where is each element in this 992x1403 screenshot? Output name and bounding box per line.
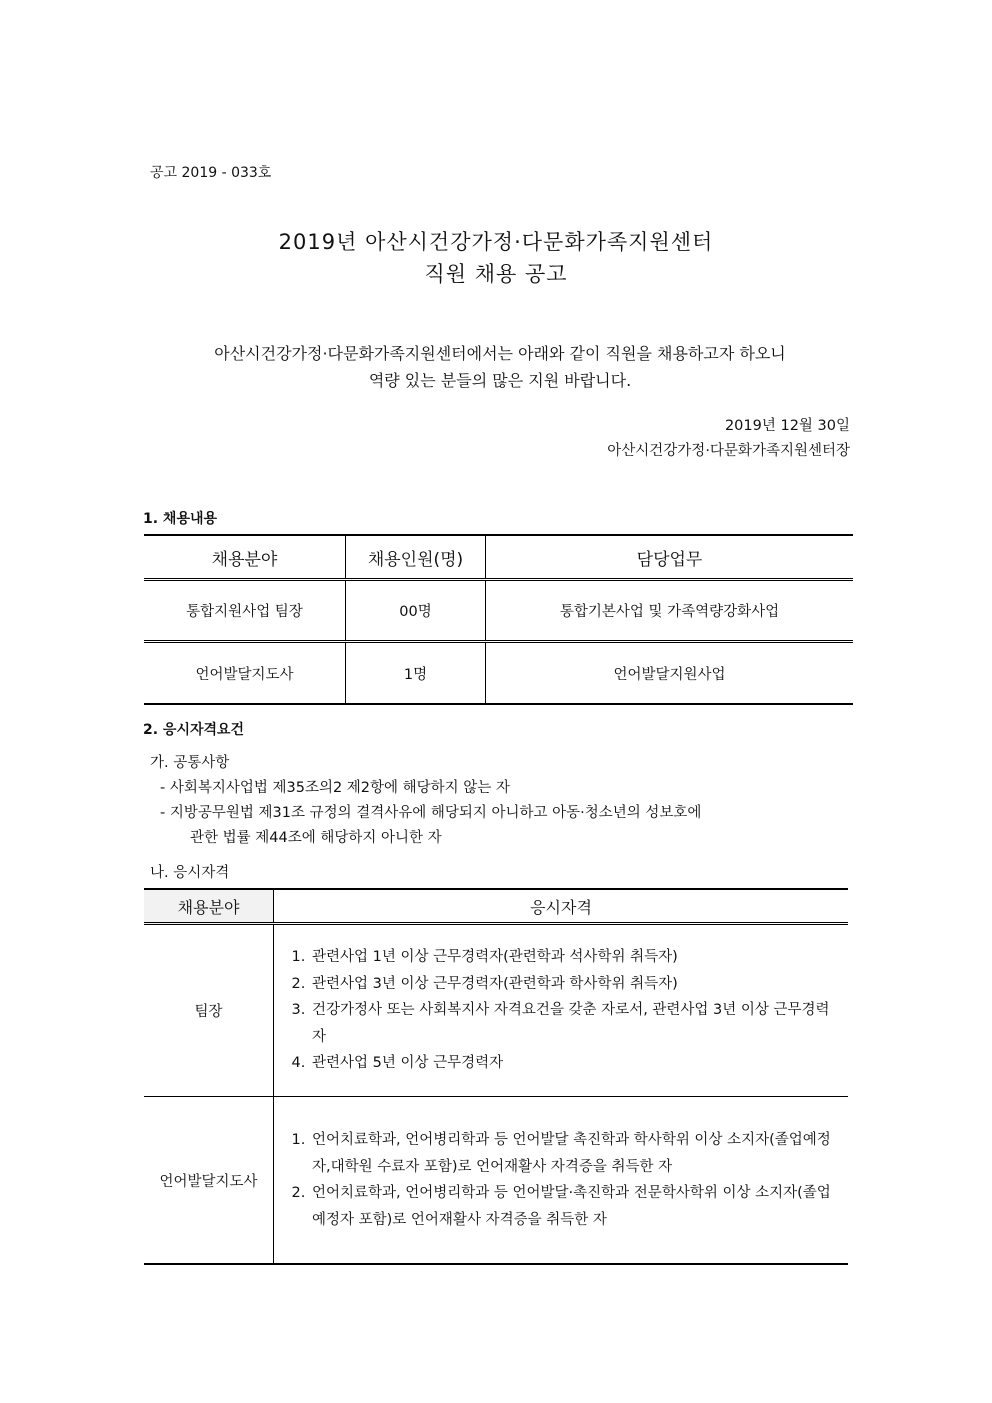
page-title: 2019년 아산시건강가정·다문화가족지원센터 <box>278 230 714 254</box>
common-requirement-continuation: 관한 법률 제44조에 해당하지 아니한 자 <box>190 830 442 846</box>
section-heading-recruitment: 1. 채용내용 <box>143 511 218 527</box>
section-heading-eligibility: 2. 응시자격요건 <box>143 722 245 738</box>
common-requirement-item: - 사회복지사업법 제35조의2 제2항에 해당하지 않는 자 <box>160 780 510 796</box>
table-header-row <box>144 535 853 580</box>
list-item: 3. 건강가정사 또는 사회복지사 자격요건을 갖춘 자로서, 관련사업 3년 이상 근무경력자 <box>310 997 838 1050</box>
subheading-qualifications: 나. 응시자격 <box>150 865 230 881</box>
field-cell: 팀장 <box>144 924 274 1097</box>
intro-paragraph <box>150 340 850 394</box>
table-row <box>144 580 853 642</box>
column-header: 담당업무 <box>486 535 854 580</box>
list-item: 1. 관련사업 1년 이상 근무경력자(관련학과 석사학위 취득자) <box>310 944 838 971</box>
issuer-name: 아산시건강가정·다문화가족지원센터장 <box>607 443 850 459</box>
list-item: 4. 관련사업 5년 이상 근무경력자 <box>310 1050 838 1077</box>
table-row <box>144 924 848 1097</box>
qualification-cell <box>274 1097 849 1265</box>
table-row <box>144 1097 848 1265</box>
table-row <box>144 642 853 705</box>
table-cell: 통합지원사업 팀장 <box>144 580 346 642</box>
qualification-list <box>286 944 838 1077</box>
table-cell: 통합기본사업 및 가족역량강화사업 <box>486 580 854 642</box>
common-requirement-item: - 지방공무원법 제31조 규정의 결격사유에 해당되지 아니하고 아동·청소년의 성보호에 <box>160 805 702 821</box>
issue-date: 2019년 12월 30일 <box>724 418 850 434</box>
column-header: 채용분야 <box>144 535 346 580</box>
list-item: 2. 언어치료학과, 언어병리학과 등 언어발달·촉진학과 전문학사학위 이상 소지자(졸업예정자 포함)로 언어재활사 자격증을 취득한 자 <box>310 1180 838 1233</box>
recruitment-table <box>144 534 853 705</box>
intro-line: 역량 있는 분들의 많은 지원 바랍니다. <box>368 371 632 390</box>
notice-number: 공고 2019 - 033호 <box>150 165 272 181</box>
qualifications-table <box>144 888 848 1265</box>
column-header: 채용분야 <box>144 889 274 924</box>
column-header: 응시자격 <box>274 889 849 924</box>
page-subtitle: 직원 채용 공고 <box>424 262 568 286</box>
table-header-row <box>144 889 848 924</box>
list-item: 2. 관련사업 3년 이상 근무경력자(관련학과 학사학위 취득자) <box>310 971 838 998</box>
table-cell: 00명 <box>346 580 486 642</box>
column-header: 채용인원(명) <box>346 535 486 580</box>
field-cell: 언어발달지도사 <box>144 1097 274 1265</box>
intro-line: 아산시건강가정·다문화가족지원센터에서는 아래와 같이 직원을 채용하고자 하오니 <box>214 344 786 363</box>
subheading-common: 가. 공통사항 <box>150 755 230 771</box>
table-cell: 1명 <box>346 642 486 705</box>
table-cell: 언어발달지도사 <box>144 642 346 705</box>
list-item: 1. 언어치료학과, 언어병리학과 등 언어발달 촉진학과 학사학위 이상 소지자(졸업예정자,대학원 수료자 포함)로 언어재활사 자격증을 취득한 자 <box>310 1127 838 1180</box>
table-cell: 언어발달지원사업 <box>486 642 854 705</box>
qualification-list <box>286 1127 838 1233</box>
qualification-cell <box>274 924 849 1097</box>
